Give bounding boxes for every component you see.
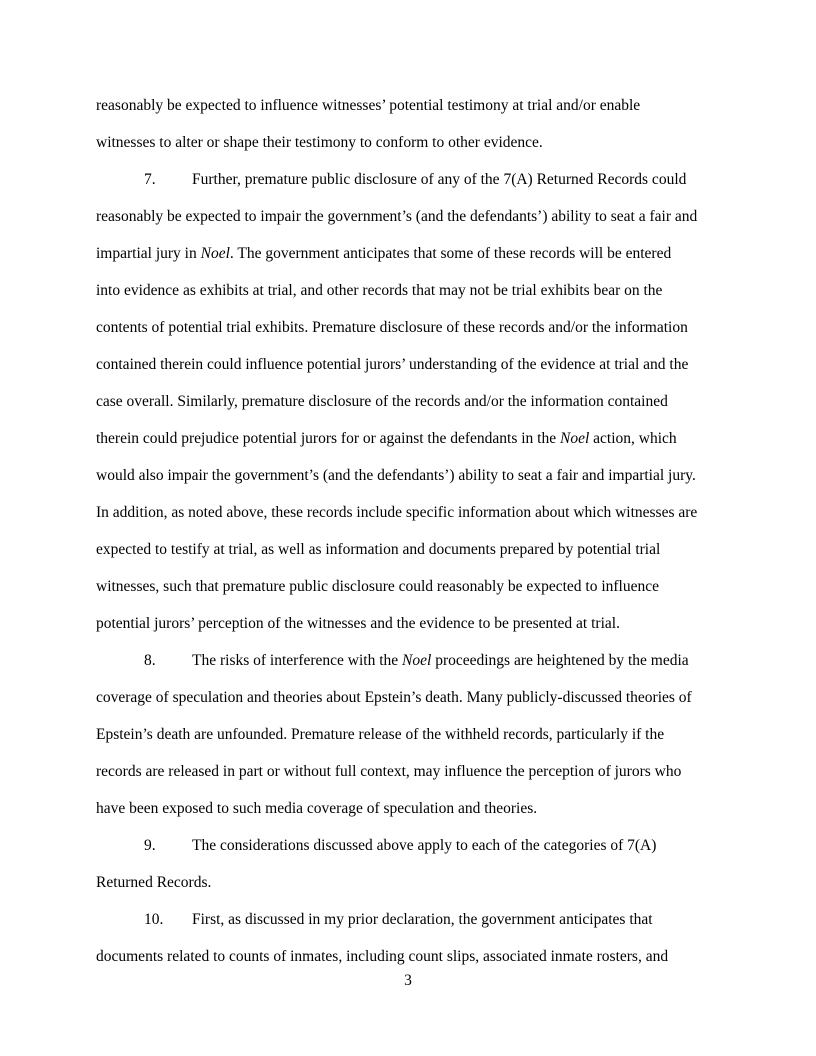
text-run: expected to testify at trial, as well as information and documents prepared by potential trial: [96, 541, 661, 558]
text-run: would also impair the government’s (and the defendants’) ability to seat a fair and impartial jury.: [96, 467, 696, 484]
text-run: In addition, as noted above, these records include specific information about which witnesses are: [96, 504, 698, 521]
text-run: reasonably be expected to influence witnesses’ potential testimony at trial and/or enable: [96, 97, 641, 114]
text-line: [96, 133, 543, 153]
text-line: [96, 873, 211, 893]
text-line: [96, 503, 697, 523]
text-run: into evidence as exhibits at trial, and other records that may not be trial exhibits bear on the: [96, 282, 663, 299]
text-line: [96, 688, 692, 708]
paragraph-first-line: [144, 651, 689, 671]
text-line: [96, 96, 640, 116]
text-line: [96, 466, 696, 486]
text-line: [96, 540, 660, 560]
paragraph-number: 8.: [144, 652, 156, 669]
text-run: . The government anticipates that some of these records will be entered: [229, 245, 672, 262]
case-name-italic: Noel: [402, 652, 432, 669]
text-line: [96, 392, 668, 412]
text-run: have been exposed to such media coverage of speculation and theories.: [96, 800, 538, 817]
text-run: records are released in part or without full context, may influence the perception of jurors who: [96, 763, 682, 780]
paragraph-first-line: [144, 836, 656, 856]
text-run: contained therein could influence potential jurors’ understanding of the evidence at trial and the: [96, 356, 689, 373]
text-run: reasonably be expected to impair the government’s (and the defendants’) ability to seat a fair and: [96, 208, 698, 225]
text-line: [96, 762, 681, 782]
text-line: [96, 947, 668, 967]
text-line: [96, 577, 659, 597]
text-line: [96, 799, 537, 819]
text-line: [96, 614, 620, 634]
text-run: Epstein’s death are unfounded. Premature release of the withheld records, particularly if the: [96, 726, 665, 743]
paragraph-number: 9.: [144, 837, 156, 854]
text-line: [96, 207, 697, 227]
text-line: [96, 429, 677, 449]
page-number: 3: [404, 972, 412, 989]
text-line: [96, 725, 664, 745]
text-run: contents of potential trial exhibits. Premature disclosure of these records and/or the information: [96, 319, 688, 336]
text-run: witnesses to alter or shape their testimony to conform to other evidence.: [96, 134, 543, 151]
text-run: Further, premature public disclosure of any of the 7(A) Returned Records could: [192, 171, 687, 188]
text-run: case overall. Similarly, premature disclosure of the records and/or the information contained: [96, 393, 668, 410]
text-run: First, as discussed in my prior declaration, the government anticipates that: [192, 911, 653, 928]
text-line: [96, 355, 688, 375]
text-run: impartial jury in: [96, 245, 201, 262]
case-name-italic: Noel: [200, 245, 230, 262]
text-run: proceedings are heightened by the media: [431, 652, 689, 669]
text-run: therein could prejudice potential jurors for or against the defendants in the: [96, 430, 560, 447]
text-run: action, which: [589, 430, 677, 447]
text-run: The considerations discussed above apply to each of the categories of 7(A): [192, 837, 657, 854]
text-line: [96, 318, 688, 338]
paragraph-first-line: [144, 170, 686, 190]
text-run: witnesses, such that premature public disclosure could reasonably be expected to influence: [96, 578, 659, 595]
text-line: [96, 244, 671, 264]
text-run: Returned Records.: [96, 874, 212, 891]
text-run: The risks of interference with the: [192, 652, 403, 669]
paragraph-number: 10.: [144, 911, 164, 928]
text-run: coverage of speculation and theories about Epstein’s death. Many publicly-discussed theories of: [96, 689, 692, 706]
text-run: potential jurors’ perception of the witnesses and the evidence to be presented at trial.: [96, 615, 620, 632]
paragraph-first-line: [144, 910, 653, 930]
case-name-italic: Noel: [560, 430, 590, 447]
paragraph-number: 7.: [144, 171, 156, 188]
text-line: [96, 281, 662, 301]
text-run: documents related to counts of inmates, including count slips, associated inmate rosters, and: [96, 948, 669, 965]
